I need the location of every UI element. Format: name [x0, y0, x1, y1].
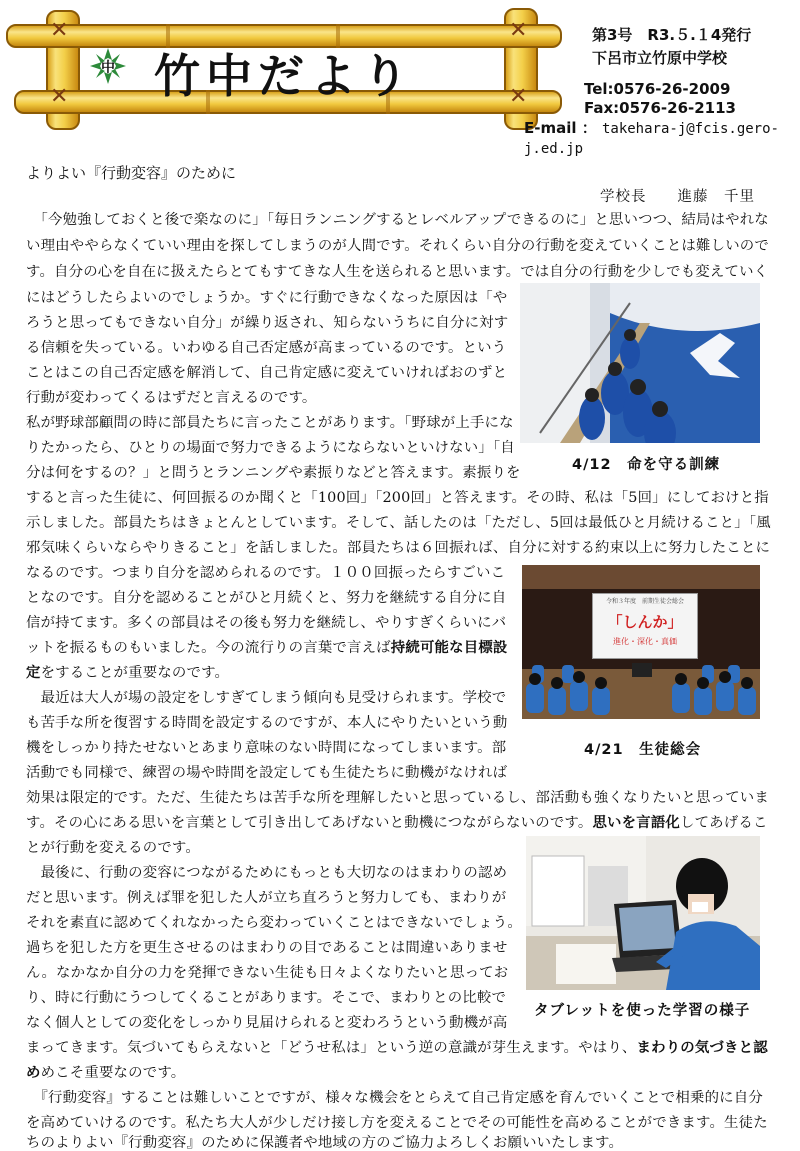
body-line: 最後に、行動の変容につながるためにもっとも大切なのはまわりの認め: [26, 865, 508, 881]
body-line: まってきます。気づいてもらえないと「どうせ私は」という逆の意識が芽生えます。やはり、まわりの気づきと認: [26, 1039, 768, 1056]
body-line: 最近は大人が場の設定をしすぎてしまう傾向も見受けられます。学校で: [26, 690, 507, 706]
rope-knot-icon: ✕: [509, 18, 528, 43]
rope-knot-icon: ✕: [509, 84, 528, 109]
email-label: E-mail ：: [524, 119, 597, 137]
body-line: も苦手な所を復習する時間を設定するのですが、本人にやりたいという動: [26, 715, 508, 731]
emphasis-text: 思いを言語化: [592, 814, 680, 831]
body-line: とが行動を変えるのです。: [26, 840, 200, 856]
photo-caption: 4/12 命を守る訓練: [572, 457, 721, 473]
issue-info: 第3号 R3.５.１4発行: [592, 26, 752, 44]
body-line: めめこそ重要なのです。: [26, 1064, 186, 1081]
svg-text:中: 中: [101, 60, 115, 76]
body-line: す。自分の心を自在に扱えたらとてもすてきな人生を送られると思います。では自分の行動を少しでも変えていく: [26, 264, 769, 280]
emphasis-text: まわりの気づきと認: [636, 1039, 768, 1056]
body-line: それを素直に認めてくれなかったら変わっていくことはできないでしょう。: [26, 915, 522, 931]
body-line: 『行動変容』することは難しいことですが、様々な機会をとらえて自己肯定感を育んでいくことで相乗的に自分: [26, 1090, 763, 1106]
body-line: 信が持てます。多くの部員はその後も努力を継続し、やりすぎくらいにバ: [26, 615, 507, 631]
fax-number: Fax:0576-26-2113: [584, 99, 736, 117]
body-line: 機をしっかり持たせないとあまり意味のない時間になってしまいます。部: [26, 740, 507, 756]
school-name: 下呂市立竹原中学校: [592, 49, 728, 67]
rope-knot-icon: ✕: [50, 18, 69, 43]
photo-tablet-learning: [526, 836, 760, 990]
body-line: にはどうしたらよいのでしょうか。すぐに行動できなくなった原因は「や: [26, 290, 508, 306]
body-line: 過ちを犯した方を更生させるのはまわりの目であることは間違いありませ: [26, 940, 508, 956]
body-line: となのです。自分を認めることがひと月続くと、努力を継続する自分に自: [26, 590, 507, 606]
email-address[interactable]: takehara-j@fcis.gero-j.ed.jp: [524, 121, 779, 157]
body-line: る信頼を失っている。いわゆる自己否定感が高まっているのです。という: [26, 340, 507, 356]
body-line: 「今勉強しておくと後で楽なのに」「毎日ランニングするとレベルアップできるのに」と思いつつ、結局はやれな: [26, 212, 769, 228]
body-line: 示しました。部員たちはきょとんとしています。そして、話したのは「ただし、5回は最低ひと月続けること」「風: [26, 515, 771, 531]
emphasis-text: 持続可能な目標設: [390, 639, 508, 656]
body-line: ろうと思ってもできない自分」が繰り返され、知らないうちに自分に対す: [26, 315, 509, 331]
photo-student-assembly: [522, 565, 760, 719]
body-line: 活動でも同様で、練習の場や時間を設定しても生徒たちに動機がなければ: [26, 765, 508, 781]
body-line: ことはこの自己否定感を解消して、自己肯定感に変えていければおのずと: [26, 365, 508, 381]
rope-knot-icon: ✕: [50, 84, 69, 109]
school-crest-icon: [88, 46, 128, 86]
body-line: ットを振るものもいました。今の流行りの言葉で言えば持続可能な目標設: [26, 639, 508, 656]
body-line: ん。なかなか自分の力を発揮できない生徒も日々よくなりたいと思ってお: [26, 965, 509, 981]
body-line: い理由ややらなくていい理由を探してしまうのが人間です。それくらい自分の行動を変えていくことは難しいので: [26, 238, 769, 254]
body-line: 行動が変わってくるはずだと言えるのです。: [26, 390, 317, 406]
photo-caption: 4/21 生徒総会: [584, 742, 702, 758]
body-line: 分は何をするの？」と問うとランニングや素振りなどと答えます。素振りを: [26, 465, 521, 481]
body-line: ちのよりよい『行動変容』のために保護者や地域の方のご協力よろしくお願いいたします。: [26, 1135, 624, 1151]
body-line: 効果は限定的です。ただ、生徒たちは苦手な所を理解したいと思っているし、部活動も強くなりたいと思っていま: [26, 790, 769, 806]
projector-screen: 令和３年度 前期生徒会総会 「しんか」 進化・深化・真価: [592, 593, 698, 659]
body-line: なるのです。つまり自分を認められるのです。１００回振ったらすごいこ: [26, 565, 506, 581]
body-line: り、時に行動にうつしてくることがあります。そこで、まわりとの比較で: [26, 990, 507, 1006]
body-line: なく個人としての変化をしっかり見届けられると変わろうという動機が高: [26, 1015, 508, 1031]
masthead-banner: [6, 4, 566, 132]
body-line: 邪気味くらいならやりきること」を話しました。部員たちは６回振れば、自分に対する約束以上に努力したことに: [26, 540, 771, 556]
photo-evacuation-drill: [520, 283, 760, 443]
body-line: 定をすることが重要なのです。: [26, 664, 230, 681]
body-line: すると言った生徒に、何回振るのか聞くと「100回」「200回」と答えます。その時、私は「5回」にしておけと指: [26, 490, 769, 506]
photo-caption: タブレットを使った学習の様子: [534, 1003, 751, 1019]
body-line: 私が野球部顧問の時に部員たちに言ったことがあります。「野球が上手にな: [26, 415, 514, 431]
body-line: だと思います。例えば罪を犯した人が立ち直ろうと努力しても、まわりが: [26, 890, 507, 906]
body-line: す。その心にある思いを言葉として引き出してあげないと動機につながらないのです。思いを言語化してあげるこ: [26, 814, 768, 831]
article-headline: よりよい『行動変容』のために: [26, 164, 237, 182]
newsletter-title: 竹中だより: [154, 49, 414, 103]
phone-number: Tel:0576-26-2009: [584, 80, 731, 98]
body-line: りたかったら、ひとりの場面で努力できるようにならないといけない」「自: [26, 440, 515, 456]
email-line: [524, 119, 800, 159]
article-author: 学校長 進藤 千里: [600, 189, 755, 205]
body-line: を高めていけるのです。私たち大人が少しだけ接し方を変えることでその可能性を高めることができます。生徒た: [26, 1115, 768, 1131]
